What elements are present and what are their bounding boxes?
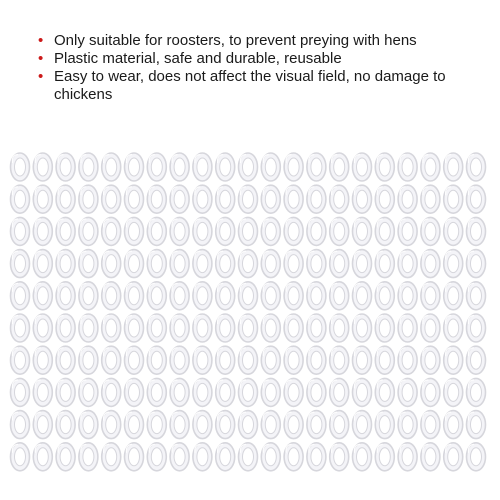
feature-text: Plastic material, safe and durable, reusable	[54, 50, 342, 67]
plastic-ring	[284, 378, 303, 406]
plastic-ring	[239, 411, 258, 439]
plastic-ring	[56, 443, 75, 471]
plastic-ring	[330, 378, 349, 406]
plastic-ring	[239, 185, 258, 213]
plastic-ring	[216, 250, 235, 278]
plastic-ring	[284, 443, 303, 471]
plastic-ring	[56, 250, 75, 278]
plastic-ring	[261, 378, 280, 406]
plastic-ring	[444, 314, 463, 342]
plastic-ring	[330, 314, 349, 342]
plastic-ring	[467, 185, 486, 213]
plastic-ring	[467, 250, 486, 278]
plastic-ring	[79, 282, 98, 310]
plastic-ring	[125, 411, 144, 439]
plastic-ring	[125, 378, 144, 406]
feature-text: Only suitable for roosters, to prevent preying with hens	[54, 32, 417, 49]
plastic-ring	[261, 250, 280, 278]
plastic-ring	[375, 314, 394, 342]
plastic-ring	[216, 411, 235, 439]
bullet-icon: •	[38, 50, 44, 67]
plastic-ring	[11, 443, 30, 471]
plastic-ring	[79, 411, 98, 439]
plastic-ring	[307, 185, 326, 213]
plastic-ring	[239, 378, 258, 406]
plastic-ring	[147, 282, 166, 310]
plastic-ring	[216, 185, 235, 213]
plastic-ring	[125, 153, 144, 181]
plastic-ring	[102, 378, 121, 406]
plastic-ring	[307, 411, 326, 439]
plastic-ring	[444, 411, 463, 439]
plastic-ring	[307, 217, 326, 245]
plastic-ring	[216, 153, 235, 181]
bullet-icon: •	[38, 32, 44, 49]
plastic-ring	[261, 443, 280, 471]
plastic-ring	[444, 153, 463, 181]
plastic-ring	[467, 378, 486, 406]
plastic-ring	[307, 443, 326, 471]
plastic-ring	[170, 378, 189, 406]
plastic-ring	[11, 217, 30, 245]
plastic-ring	[102, 411, 121, 439]
plastic-ring	[353, 314, 372, 342]
plastic-ring	[170, 346, 189, 374]
plastic-ring	[261, 282, 280, 310]
plastic-ring	[216, 282, 235, 310]
plastic-ring	[444, 250, 463, 278]
feature-item	[38, 68, 488, 104]
plastic-ring	[284, 314, 303, 342]
plastic-ring	[421, 443, 440, 471]
plastic-ring	[375, 282, 394, 310]
plastic-ring	[11, 411, 30, 439]
plastic-ring	[375, 411, 394, 439]
plastic-ring	[444, 217, 463, 245]
plastic-ring	[102, 314, 121, 342]
plastic-ring	[33, 250, 52, 278]
plastic-ring	[147, 411, 166, 439]
plastic-ring	[239, 314, 258, 342]
plastic-ring	[56, 314, 75, 342]
plastic-ring	[307, 378, 326, 406]
plastic-ring	[307, 314, 326, 342]
plastic-ring	[353, 346, 372, 374]
plastic-ring	[79, 346, 98, 374]
feature-item	[38, 50, 488, 68]
plastic-ring	[307, 282, 326, 310]
plastic-ring	[147, 443, 166, 471]
plastic-ring	[353, 153, 372, 181]
plastic-ring	[444, 378, 463, 406]
plastic-ring	[444, 443, 463, 471]
plastic-ring	[261, 411, 280, 439]
plastic-ring	[125, 217, 144, 245]
plastic-ring	[216, 378, 235, 406]
plastic-ring	[421, 153, 440, 181]
plastic-ring	[421, 282, 440, 310]
plastic-ring	[79, 185, 98, 213]
plastic-ring	[79, 250, 98, 278]
plastic-ring	[33, 411, 52, 439]
plastic-ring	[284, 217, 303, 245]
plastic-ring	[170, 185, 189, 213]
plastic-ring	[56, 153, 75, 181]
plastic-ring	[102, 217, 121, 245]
plastic-ring	[467, 443, 486, 471]
plastic-ring	[33, 282, 52, 310]
plastic-ring	[33, 185, 52, 213]
plastic-ring	[375, 217, 394, 245]
plastic-ring	[421, 250, 440, 278]
feature-item	[38, 32, 488, 50]
plastic-ring	[147, 250, 166, 278]
plastic-ring	[125, 346, 144, 374]
plastic-ring	[353, 378, 372, 406]
plastic-ring	[56, 185, 75, 213]
plastic-ring	[216, 346, 235, 374]
plastic-ring	[398, 250, 417, 278]
plastic-ring	[193, 378, 212, 406]
plastic-ring	[284, 185, 303, 213]
plastic-ring	[102, 250, 121, 278]
plastic-ring	[79, 217, 98, 245]
plastic-ring	[102, 153, 121, 181]
plastic-ring	[102, 282, 121, 310]
plastic-ring	[284, 250, 303, 278]
plastic-ring	[147, 346, 166, 374]
plastic-ring	[330, 282, 349, 310]
plastic-ring	[33, 378, 52, 406]
rings-group	[11, 153, 486, 471]
plastic-ring	[147, 217, 166, 245]
plastic-ring	[56, 346, 75, 374]
plastic-ring	[261, 314, 280, 342]
plastic-ring	[33, 346, 52, 374]
plastic-ring	[193, 185, 212, 213]
plastic-ring	[398, 346, 417, 374]
plastic-ring	[261, 185, 280, 213]
rings-grid-photo	[0, 145, 500, 475]
plastic-ring	[170, 443, 189, 471]
plastic-ring	[398, 282, 417, 310]
plastic-ring	[421, 411, 440, 439]
plastic-ring	[467, 411, 486, 439]
plastic-ring	[102, 185, 121, 213]
plastic-ring	[467, 346, 486, 374]
plastic-ring	[11, 346, 30, 374]
plastic-ring	[467, 153, 486, 181]
plastic-ring	[353, 411, 372, 439]
plastic-ring	[170, 217, 189, 245]
plastic-ring	[239, 250, 258, 278]
plastic-ring	[193, 250, 212, 278]
plastic-ring	[307, 346, 326, 374]
plastic-ring	[147, 185, 166, 213]
plastic-ring	[353, 443, 372, 471]
plastic-ring	[216, 217, 235, 245]
plastic-ring	[239, 217, 258, 245]
plastic-ring	[193, 314, 212, 342]
plastic-ring	[421, 346, 440, 374]
plastic-ring	[444, 185, 463, 213]
plastic-ring	[284, 153, 303, 181]
plastic-ring	[353, 185, 372, 213]
plastic-ring	[375, 378, 394, 406]
plastic-ring	[11, 250, 30, 278]
plastic-ring	[261, 217, 280, 245]
bullet-icon: •	[38, 68, 44, 85]
plastic-ring	[307, 250, 326, 278]
plastic-ring	[193, 346, 212, 374]
plastic-ring	[330, 217, 349, 245]
plastic-ring	[330, 153, 349, 181]
plastic-ring	[421, 314, 440, 342]
plastic-ring	[421, 185, 440, 213]
plastic-ring	[193, 282, 212, 310]
plastic-ring	[147, 153, 166, 181]
plastic-ring	[284, 346, 303, 374]
plastic-ring	[444, 346, 463, 374]
plastic-ring	[375, 346, 394, 374]
plastic-ring	[375, 443, 394, 471]
feature-text: Easy to wear, does not affect the visual field, no damage to chickens	[54, 68, 446, 103]
plastic-ring	[467, 314, 486, 342]
plastic-ring	[375, 185, 394, 213]
plastic-ring	[11, 314, 30, 342]
plastic-ring	[307, 153, 326, 181]
plastic-ring	[125, 185, 144, 213]
plastic-ring	[330, 411, 349, 439]
plastic-ring	[398, 217, 417, 245]
plastic-ring	[216, 443, 235, 471]
plastic-ring	[421, 378, 440, 406]
plastic-ring	[11, 185, 30, 213]
plastic-ring	[170, 411, 189, 439]
plastic-ring	[33, 153, 52, 181]
plastic-ring	[11, 153, 30, 181]
plastic-ring	[398, 411, 417, 439]
plastic-ring	[33, 443, 52, 471]
plastic-ring	[353, 217, 372, 245]
plastic-ring	[102, 346, 121, 374]
plastic-ring	[467, 217, 486, 245]
plastic-ring	[330, 185, 349, 213]
plastic-ring	[11, 282, 30, 310]
plastic-ring	[239, 282, 258, 310]
plastic-ring	[353, 282, 372, 310]
plastic-ring	[79, 378, 98, 406]
plastic-ring	[11, 378, 30, 406]
plastic-ring	[125, 282, 144, 310]
plastic-ring	[467, 282, 486, 310]
plastic-ring	[239, 153, 258, 181]
plastic-ring	[216, 314, 235, 342]
plastic-ring	[79, 443, 98, 471]
plastic-ring	[239, 443, 258, 471]
plastic-ring	[125, 443, 144, 471]
plastic-ring	[147, 378, 166, 406]
plastic-ring	[330, 346, 349, 374]
plastic-ring	[353, 250, 372, 278]
plastic-ring	[56, 282, 75, 310]
plastic-ring	[398, 378, 417, 406]
plastic-ring	[193, 411, 212, 439]
plastic-ring	[261, 153, 280, 181]
plastic-ring	[398, 443, 417, 471]
plastic-ring	[147, 314, 166, 342]
plastic-ring	[330, 443, 349, 471]
plastic-ring	[193, 443, 212, 471]
plastic-ring	[79, 153, 98, 181]
plastic-ring	[125, 250, 144, 278]
plastic-ring	[170, 250, 189, 278]
plastic-ring	[375, 250, 394, 278]
feature-list	[38, 32, 488, 104]
plastic-ring	[444, 282, 463, 310]
plastic-ring	[398, 185, 417, 213]
plastic-ring	[284, 411, 303, 439]
plastic-ring	[375, 153, 394, 181]
plastic-ring	[398, 314, 417, 342]
plastic-ring	[102, 443, 121, 471]
plastic-ring	[330, 250, 349, 278]
plastic-ring	[170, 282, 189, 310]
plastic-ring	[79, 314, 98, 342]
plastic-ring	[125, 314, 144, 342]
plastic-ring	[56, 217, 75, 245]
plastic-ring	[56, 411, 75, 439]
plastic-ring	[193, 153, 212, 181]
plastic-ring	[239, 346, 258, 374]
plastic-ring	[170, 314, 189, 342]
plastic-ring	[170, 153, 189, 181]
plastic-ring	[56, 378, 75, 406]
plastic-ring	[193, 217, 212, 245]
plastic-ring	[261, 346, 280, 374]
plastic-ring	[421, 217, 440, 245]
plastic-ring	[33, 314, 52, 342]
plastic-ring	[398, 153, 417, 181]
plastic-ring	[33, 217, 52, 245]
plastic-ring	[284, 282, 303, 310]
